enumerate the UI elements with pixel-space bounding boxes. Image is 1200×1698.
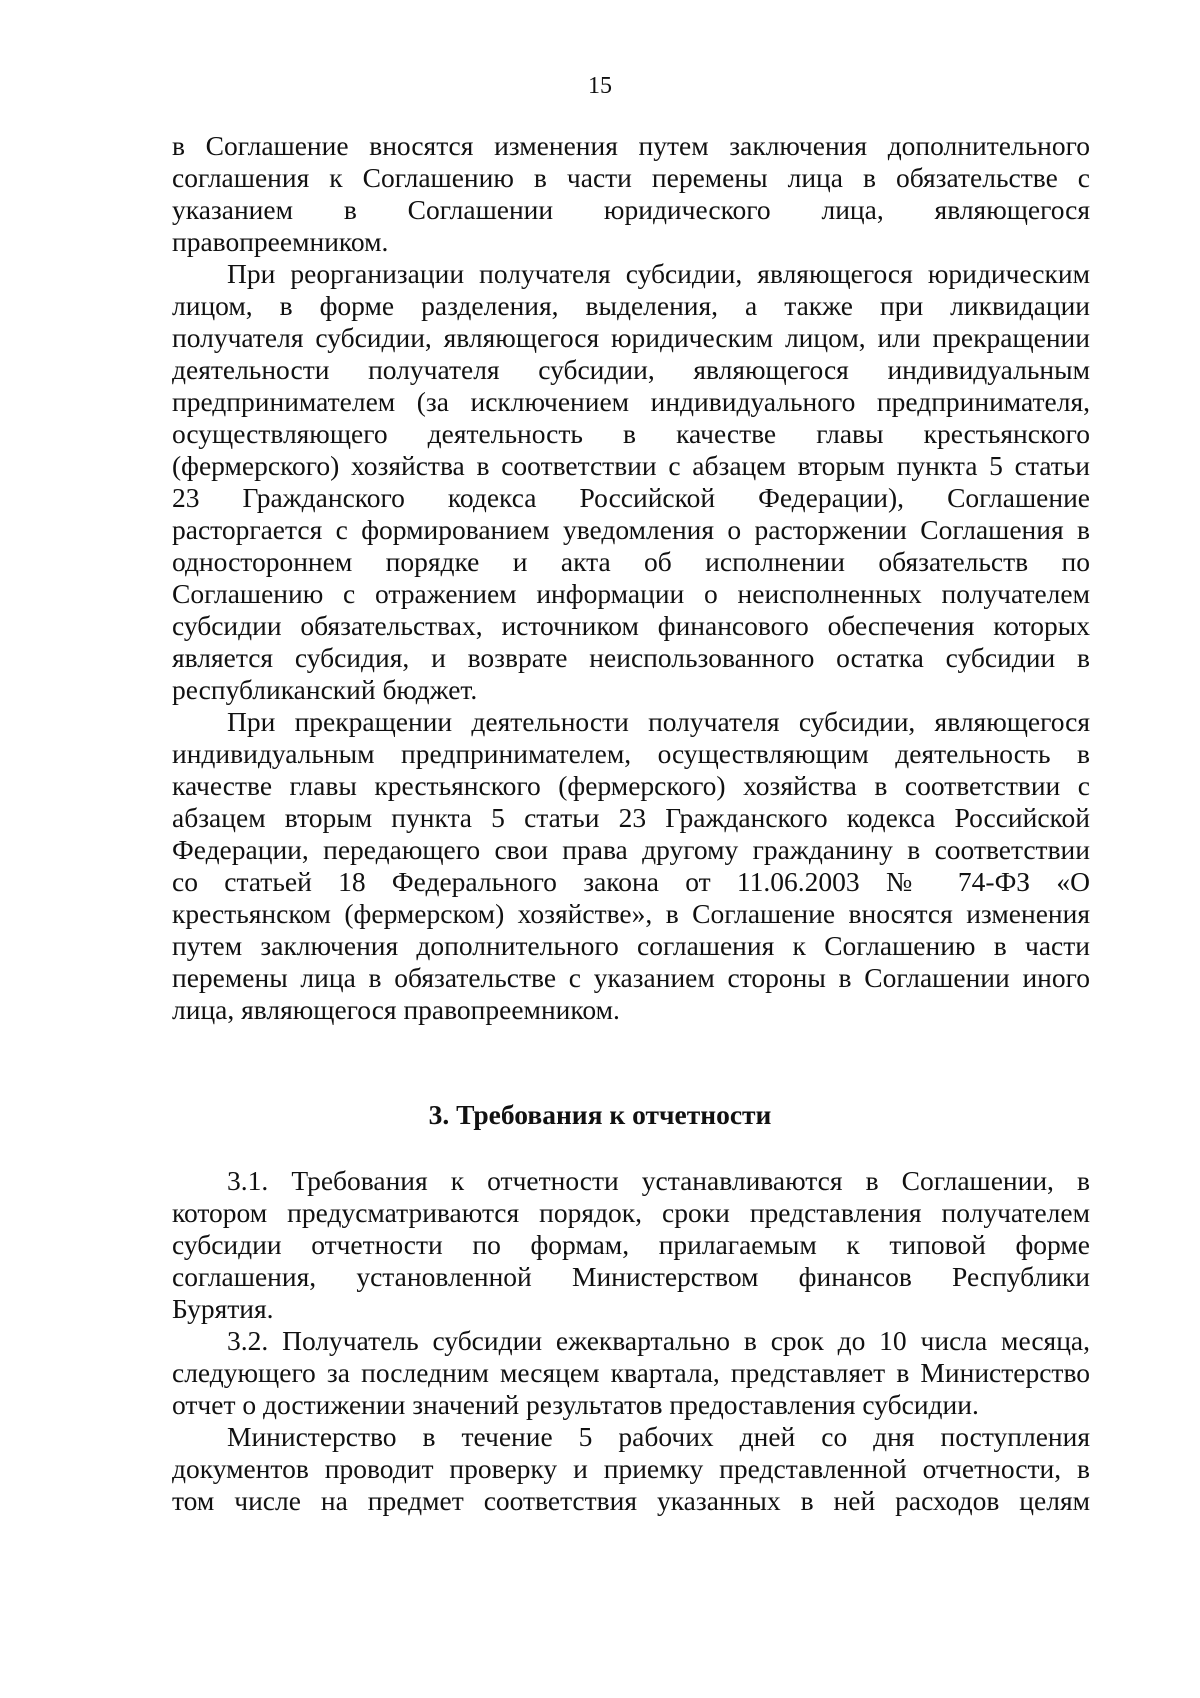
text-line: указанием в Соглашении юридического лица, являющегося [172, 194, 1090, 225]
text-line: том числе на предмет соответствия указанных в ней расходов целям [172, 1485, 1090, 1516]
text-line: отчет о достижении значений результатов предоставления субсидии. [172, 1389, 979, 1420]
text-line: При прекращении деятельности получателя субсидии, являющегося [227, 706, 1090, 737]
text-line: абзацем вторым пункта 5 статьи 23 Гражданского кодекса Российской [172, 802, 1090, 833]
text-line: субсидии отчетности по формам, прилагаемым к типовой форме [172, 1229, 1090, 1260]
text-line: со статьей 18 Федерального закона от 11.06.2003 № 74-ФЗ «О [172, 866, 1090, 897]
text-line: является субсидия, и возврате неиспользованного остатка субсидии в [172, 642, 1090, 673]
text-line: индивидуальным предпринимателем, осуществляющим деятельность в [172, 738, 1090, 769]
text-line: котором предусматриваются порядок, сроки представления получателем [172, 1197, 1090, 1228]
text-line: республиканский бюджет. [172, 674, 478, 705]
text-line: получателя субсидии, являющегося юридическим лицом, или прекращении [172, 322, 1090, 353]
text-line: осуществляющего деятельность в качестве главы крестьянского [172, 418, 1090, 449]
text-line: лица, являющегося правопреемником. [172, 994, 620, 1025]
page-number: 15 [588, 73, 612, 99]
text-line: предпринимателем (за исключением индивидуального предпринимателя, [172, 386, 1090, 417]
text-line: деятельности получателя субсидии, являющегося индивидуальным [172, 354, 1090, 385]
text-line: соглашения, установленной Министерством финансов Республики [172, 1261, 1090, 1292]
section-heading: 3. Требования к отчетности [428, 1099, 772, 1130]
text-line: качестве главы крестьянского (фермерского) хозяйства в соответствии с [172, 770, 1090, 801]
text-line: При реорганизации получателя субсидии, являющегося юридическим [227, 258, 1090, 289]
text-line: документов проводит проверку и приемку представленной отчетности, в [172, 1453, 1090, 1484]
text-line: субсидии обязательствах, источником финансового обеспечения которых [172, 610, 1090, 641]
text-line: Бурятия. [172, 1293, 274, 1324]
text-line: одностороннем порядке и акта об исполнении обязательств по [172, 546, 1090, 577]
text-line: путем заключения дополнительного соглашения к Соглашению в части [172, 930, 1090, 961]
text-line: соглашения к Соглашению в части перемены лица в обязательстве с [172, 162, 1090, 193]
text-line: правопреемником. [172, 226, 389, 257]
text-line: Министерство в течение 5 рабочих дней со дня поступления [227, 1421, 1090, 1452]
text-line: расторгается с формированием уведомления о расторжении Соглашения в [172, 514, 1090, 545]
text-line: следующего за последним месяцем квартала, представляет в Министерство [172, 1357, 1090, 1388]
text-line: крестьянском (фермерском) хозяйстве», в Соглашение вносятся изменения [172, 898, 1090, 929]
text-line: Соглашению с отражением информации о неисполненных получателем [172, 578, 1090, 609]
text-line: лицом, в форме разделения, выделения, а также при ликвидации [172, 290, 1090, 321]
text-line: 23 Гражданского кодекса Российской Федерации), Соглашение [172, 482, 1090, 513]
text-line: в Соглашение вносятся изменения путем заключения дополнительного [172, 130, 1090, 161]
text-line: 3.2. Получатель субсидии ежеквартально в срок до 10 числа месяца, [227, 1325, 1090, 1356]
text-line: 3.1. Требования к отчетности устанавливаются в Соглашении, в [227, 1165, 1090, 1196]
text-line: перемены лица в обязательстве с указанием стороны в Соглашении иного [172, 962, 1090, 993]
text-line: (фермерского) хозяйства в соответствии с абзацем вторым пункта 5 статьи [172, 450, 1090, 481]
text-line: Федерации, передающего свои права другому гражданину в соответствии [172, 834, 1090, 865]
